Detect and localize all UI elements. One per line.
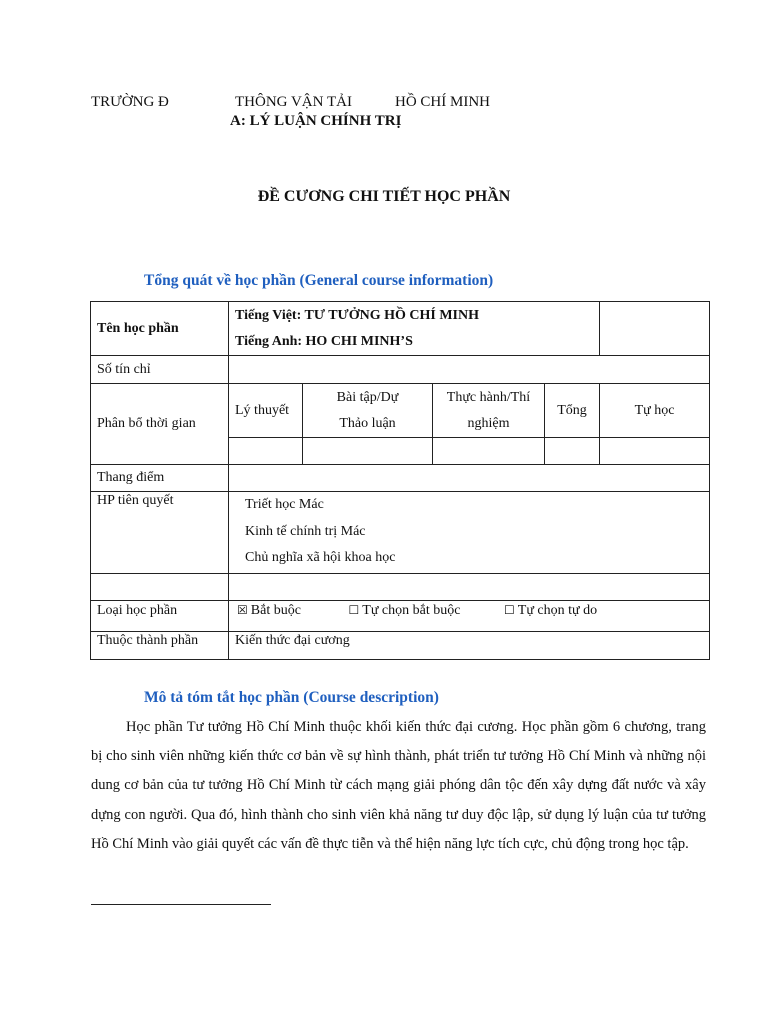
option-required[interactable]	[237, 603, 345, 619]
prerequisite-list	[229, 492, 710, 574]
option-elective-required[interactable]	[349, 603, 501, 619]
row-grading	[91, 465, 710, 492]
section-heading-course-description: Mô tả tóm tắt học phần (Course description)	[144, 689, 439, 706]
col-self-study: Tự học	[600, 384, 710, 438]
col-exercise-line2: Thảo luận	[339, 415, 396, 431]
unchecked-box-icon: ☐	[504, 603, 515, 617]
course-name-values	[229, 302, 600, 356]
val-self-study	[600, 438, 710, 465]
row-empty	[91, 574, 710, 601]
empty-value	[229, 574, 710, 601]
col-total: Tổng	[545, 384, 600, 438]
option-elective-required-label: Tự chọn bắt buộc	[362, 603, 461, 618]
course-info-table	[90, 301, 710, 660]
col-exercise	[303, 384, 433, 438]
row-course-type	[91, 601, 710, 632]
course-description-paragraph	[91, 713, 706, 859]
option-free-elective-label: Tự chọn tự do	[517, 603, 598, 618]
label-grading: Thang điểm	[91, 465, 229, 492]
row-time-header	[91, 384, 710, 438]
col-practice-line1: Thực hành/Thí	[446, 389, 531, 405]
footnote-separator	[91, 904, 271, 905]
header-school-fragment: TRƯỜNG Đ	[91, 94, 169, 110]
col-exercise-line1: Bài tập/Dự	[336, 389, 399, 405]
label-prerequisites: HP tiên quyết	[91, 492, 229, 574]
col-theory: Lý thuyết	[229, 384, 303, 438]
row-prerequisites	[91, 492, 710, 574]
val-total	[545, 438, 600, 465]
row-course-name	[91, 302, 710, 356]
component-value: Kiến thức đại cương	[229, 632, 710, 660]
row-credits	[91, 356, 710, 384]
course-type-options	[229, 601, 710, 632]
label-time-allocation: Phân bổ thời gian	[91, 384, 229, 465]
header-department: A: LÝ LUẬN CHÍNH TRỊ	[230, 113, 402, 129]
label-component: Thuộc thành phần	[91, 632, 229, 660]
unchecked-box-icon: ☐	[348, 603, 360, 617]
document-title: ĐỀ CƯƠNG CHI TIẾT HỌC PHẦN	[257, 188, 511, 205]
header-school-right: HỒ CHÍ MINH	[395, 94, 490, 110]
val-theory	[229, 438, 303, 465]
label-course-name: Tên học phần	[91, 302, 229, 356]
prerequisite-item: Chủ nghĩa xã hội khoa học	[245, 550, 396, 565]
course-name-vi: Tiếng Việt: TƯ TƯỞNG HỒ CHÍ MINH	[235, 307, 479, 323]
option-free-elective[interactable]	[504, 603, 597, 619]
val-practice	[433, 438, 545, 465]
row-component	[91, 632, 710, 660]
prerequisite-item: Triết học Mác	[245, 497, 324, 512]
header-school-mid: THÔNG VẬN TẢI	[235, 94, 352, 110]
course-name-empty	[600, 302, 710, 356]
option-required-label: Bắt buộc	[250, 603, 301, 618]
course-description-text: Học phần Tư tưởng Hồ Chí Minh thuộc khối kiến thức đại cương. Học phần gồm 6 chương, trang bị cho sinh viên những kiến thức cơ bản về sự hình thành, phát triển tư tưởng Hồ Chí Minh và những nội dung cơ bản của tư tưởng Hồ Chí Minh từ cách mạng giải phóng dân tộc đến xây dựng đất nước và xây dựng con người. Qua đó, hình thành cho sinh viên khả năng tư duy độc lập, sử dụng lý luận của tư tưởng Hồ Chí Minh vào giải quyết các vấn đề thực tiễn và thể hiện năng lực tích cực, chủ động trong học tập.	[91, 719, 706, 852]
checked-box-icon: ☒	[237, 603, 248, 617]
label-course-type: Loại học phần	[91, 601, 229, 632]
val-exercise	[303, 438, 433, 465]
col-practice	[433, 384, 545, 438]
label-credits: Số tín chỉ	[91, 356, 229, 384]
course-name-en: Tiếng Anh: HO CHI MINH’S	[235, 333, 413, 349]
col-practice-line2: nghiệm	[467, 415, 510, 431]
grading-value	[229, 465, 710, 492]
credits-value	[229, 356, 710, 384]
empty-label	[91, 574, 229, 601]
section-heading-general-info: Tổng quát về học phần (General course information)	[144, 272, 494, 289]
prerequisite-item: Kinh tế chính trị Mác	[245, 523, 366, 539]
